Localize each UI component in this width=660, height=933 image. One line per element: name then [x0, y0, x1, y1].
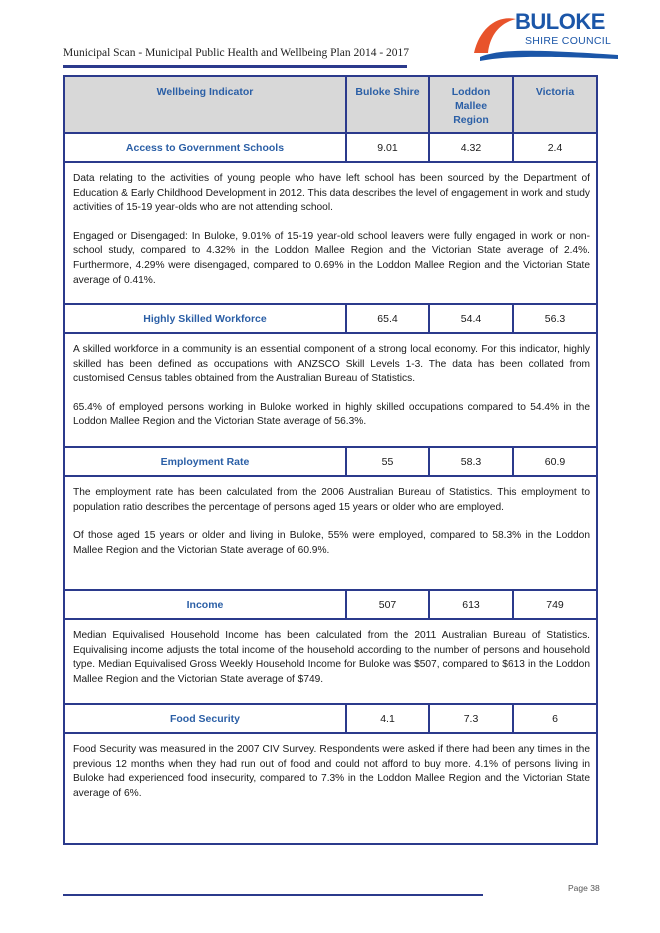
value-victoria: 749	[513, 590, 597, 619]
header-rule	[63, 65, 407, 68]
wellbeing-indicator-table	[63, 75, 598, 845]
table-header-row	[64, 76, 597, 133]
value-loddon: 613	[429, 590, 513, 619]
indicator-row	[64, 133, 597, 162]
description-paragraph: Food Security was measured in the 2007 CIV Survey. Respondents were asked if there had been any times in the previous 12 months when they had run out of food and could not afford to buy more. 4.1% of persons living in Buloke had experienced food insecurity, compared to 7.3% in the Loddon Mallee Region and the Victorian State average of 6%.	[73, 744, 590, 799]
value-loddon: 7.3	[429, 704, 513, 733]
value-buloke: 4.1	[346, 704, 429, 733]
page-header-title: Municipal Scan - Municipal Public Health and Wellbeing Plan 2014 - 2017	[63, 47, 410, 59]
logo-swoosh-orange	[474, 18, 516, 53]
description-cell	[64, 733, 597, 844]
indicator-row	[64, 447, 597, 476]
description-paragraph: Median Equivalised Household Income has been calculated from the 2011 Australian Bureau of Statistics. Equivalising income adjusts the total income of the household according to the number of persons and household type. Median Equivalised Gross Weekly Household Income for Buloke was $507, compared to $613 in the Loddon Mallee Region and the Victorian State average of $749.	[73, 630, 590, 685]
description-row	[64, 476, 597, 590]
description-row	[64, 733, 597, 844]
description-paragraph: 65.4% of employed persons working in Buloke worked in highly skilled occupations compared to 54.4% in the Loddon Mallee Region and the Victorian State average of 56.3%.	[73, 401, 590, 428]
description-cell	[64, 333, 597, 447]
header-loddon-mallee-region: Loddon Mallee Region	[429, 76, 513, 133]
header-buloke-shire: Buloke Shire	[346, 76, 429, 133]
description-cell	[64, 619, 597, 704]
logo-text-buloke: BULOKE	[515, 9, 605, 34]
description-row	[64, 619, 597, 704]
indicator-row	[64, 304, 597, 333]
description-row	[64, 162, 597, 304]
indicator-name: Employment Rate	[64, 447, 346, 476]
description-paragraph: Data relating to the activities of young people who have left school has been sourced by the Department of Education & Early Childhood Development in 2012. This data describes the level of engagement in work and study activities of 15-19 year-olds who are not attending school.	[73, 173, 590, 214]
description-paragraph: A skilled workforce in a community is an essential component of a strong local economy. For this indicator, highly skilled has been defined as occupations with ANZSCO Skill Levels 1-3. The data has been collated from customised Census tables obtained from the Australian Bureau of Statistics.	[73, 344, 590, 385]
indicator-row	[64, 590, 597, 619]
footer-rule	[63, 894, 483, 896]
page-number: Page 38	[568, 883, 600, 893]
value-buloke: 507	[346, 590, 429, 619]
value-buloke: 9.01	[346, 133, 429, 162]
value-victoria: 2.4	[513, 133, 597, 162]
description-cell	[64, 476, 597, 590]
value-victoria: 56.3	[513, 304, 597, 333]
description-paragraph: Of those aged 15 years or older and living in Buloke, 55% were employed, compared to 58.3% in the Loddon Mallee Region and the Victorian State average of 60.9%.	[73, 530, 590, 556]
indicator-row	[64, 704, 597, 733]
indicator-name: Access to Government Schools	[64, 133, 346, 162]
value-victoria: 60.9	[513, 447, 597, 476]
value-buloke: 65.4	[346, 304, 429, 333]
value-victoria: 6	[513, 704, 597, 733]
description-cell	[64, 162, 597, 304]
description-row	[64, 333, 597, 447]
logo-swoosh-blue	[480, 51, 618, 61]
indicator-name: Food Security	[64, 704, 346, 733]
value-loddon: 58.3	[429, 447, 513, 476]
logo-text-shire-council: SHIRE COUNCIL	[525, 35, 612, 47]
value-loddon: 54.4	[429, 304, 513, 333]
header-victoria: Victoria	[513, 76, 597, 133]
indicator-name: Income	[64, 590, 346, 619]
value-loddon: 4.32	[429, 133, 513, 162]
header-wellbeing-indicator: Wellbeing Indicator	[64, 76, 346, 133]
indicator-name: Highly Skilled Workforce	[64, 304, 346, 333]
description-paragraph: Engaged or Disengaged: In Buloke, 9.01% of 15-19 year-old school leavers were fully engaged in work or non-school study, compared to 4.32% in the Loddon Mallee Region and the Victorian State average of 2.4%. Furthermore, 4.29% were disengaged, compared to 0.69% in the Loddon Mallee Region and the Victorian State average of 0.41%.	[73, 230, 590, 286]
value-buloke: 55	[346, 447, 429, 476]
description-paragraph: The employment rate has been calculated from the 2006 Australian Bureau of Statistics. This employment to population ratio describes the percentage of persons aged 15 years or older who are employed.	[73, 487, 590, 513]
